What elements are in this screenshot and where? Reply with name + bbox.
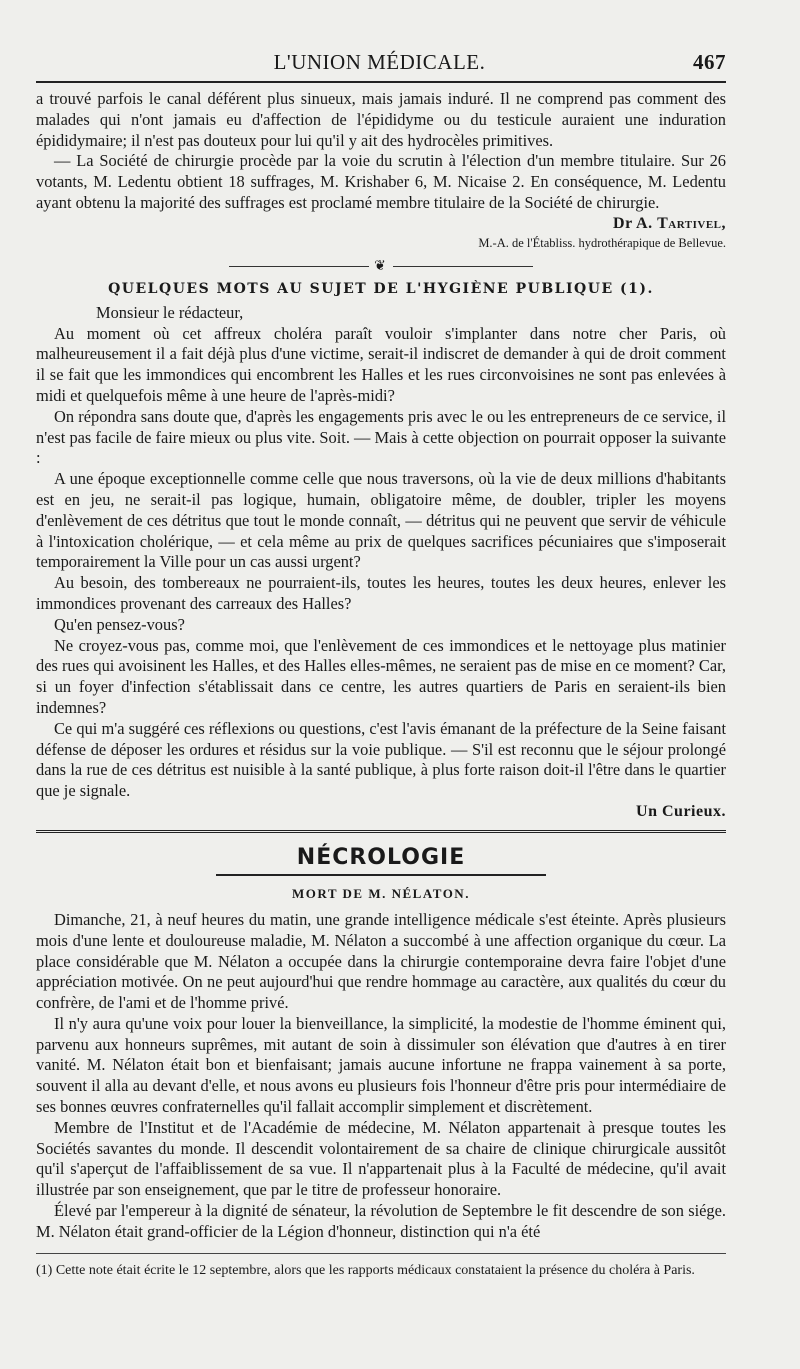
necrologie-paragraph: Il n'y aura qu'une voix pour louer la bienveillance, la simplicité, la modestie de l'homme éminent qui, parvenu aux honneurs suprêmes, mit autant de soin à dissimuler son élévation que d'autres à en tirer vanité. M. Nélaton était bon et bienfaisant; jamais aucune infortune ne frappa vainement à sa porte, souvent il alla au devant d'elle, et nous avons eu plusieurs fois l'honneur d'être pris pour intermédiaire de ses bonnes œuvres confraternelles qu'il fallait accomplir simplement et discrètement. xyxy=(36,1013,726,1117)
necrologie-rule xyxy=(216,874,546,876)
continued-paragraph: a trouvé parfois le canal déférent plus sinueux, mais jamais induré. Il ne comprend pas comment des malades qui n'ont jamais eu d'affection de l'épididyme ou du testicule auraient une induration épididymaire; il n'est pas douteux pour lui qu'il y ait des hydrocèles primitives. xyxy=(36,89,726,150)
hygiene-heading: QUELQUES MOTS AU SUJET DE L'HYGIÈNE PUBLIQUE (1). xyxy=(108,280,654,297)
hygiene-paragraph: Ce qui m'a suggéré ces réflexions ou questions, c'est l'avis émanant de la préfecture de la Seine faisant défense de déposer les ordures et résidus sur la voie publique. — S'il est reconnu que le séjour prolongé dans la rue de ces détritus est nuisible à la santé publique, à plus forte raison doit-il l'être dans le quartier que je signale. xyxy=(36,718,726,801)
necrologie-paragraph: Membre de l'Institut et de l'Académie de médecine, M. Nélaton appartenait à presque toutes les Sociétés savantes du monde. Il descendit volontairement de sa chaire de clinique chirurgicale aussitôt qu'il s'aperçut de l'affaiblissement de sa vue. Il n'appartenait plus à la Faculté de médecine, qu'il avait illustrée par son enseignement, que par le titre de professeur honoraire. xyxy=(36,1117,726,1200)
necrologie-paragraph: Élevé par l'empereur à la dignité de sénateur, la révolution de Septembre le fit descendre de son siége. M. Nélaton était grand-officier de la Légion d'honneur, distinction qui n'a été xyxy=(36,1201,726,1241)
hygiene-paragraph: Au besoin, des tombereaux ne pourraient-ils, toutes les heures, toutes les deux heures, enlever les immondices provenant des carreaux des Halles? xyxy=(36,573,726,613)
letter-greeting: Monsieur le rédacteur, xyxy=(96,302,244,322)
hygiene-paragraph: A une époque exceptionnelle comme celle que nous traversons, où la vie de deux millions d'habitants est en jeu, ne serait-il pas logique, humain, obligatoire même, de doubler, tripler les moyens d'enlèvement de ces détritus que tout le monde connaît, — détritus qui ne peuvent que servir de véhicule à l'intoxication cholérique, — et cela même au prix de quelques sacrifices pécuniaires que s'imposerait temporairement la Ville pour un cas aussi urgent? xyxy=(36,469,726,572)
societe-chirurgie-paragraph: — La Société de chirurgie procède par la voie du scrutin à l'élection d'un membre titulaire. Sur 26 votants, M. Ledentu obtient 18 suffrages, M. Krishaber 6, M. Nicaise 2. En conséquence, M. Ledentu ayant obtenu la majorité des suffrages est proclamé membre titulaire de la Société de chirurgie. xyxy=(36,151,726,212)
signature-tartivel xyxy=(36,214,726,234)
section-divider xyxy=(36,830,726,833)
footnote-rule xyxy=(36,1253,726,1254)
hygiene-paragraph: Au moment où cet affreux choléra paraît vouloir s'implanter dans notre cher Paris, où malheureusement il a fait déjà plus d'une victime, serait-il indiscret de demander à qui de droit comment il se fait que les immondices qui encombrent les Halles et les rues circonvoisines ne sont pas enlevées à midi et quelquefois même à une heure de l'après-midi? xyxy=(36,323,726,405)
ornament-divider: ❦ xyxy=(36,258,726,275)
signature-name: Tartivel, xyxy=(657,214,726,232)
hygiene-paragraph: On répondra sans doute que, d'après les engagements pris avec le ou les entrepreneurs de ce service, il n'est pas facile de faire mieux ou plus vite. Soit. — Mais à cette objection on pourrait opposer la suivante : xyxy=(36,406,726,468)
necrologie-heading: NÉCROLOGIE xyxy=(296,844,466,870)
signature-affiliation: M.-A. de l'Établiss. hydrothérapique de Bellevue. xyxy=(478,235,726,250)
footnote: (1) Cette note était écrite le 12 septembre, alors que les rapports médicaux constataient la présence du choléra à Paris. xyxy=(36,1262,695,1278)
necrologie-subheading: MORT DE M. NÉLATON. xyxy=(292,885,470,901)
hygiene-paragraph: Ne croyez-vous pas, comme moi, que l'enlèvement de ces immondices et le nettoyage plus matinier des rues qui avoisinent les Halles, et des Halles elles-mêmes, ne seraient pas de mise en ce moment? Car, si un foyer d'infection s'établissait dans ce centre, les autres quartiers de Paris en seraient-ils bien indemnes? xyxy=(36,635,726,717)
header-rule xyxy=(36,81,726,83)
signature-prefix: Dr A. xyxy=(613,214,658,232)
hygiene-paragraph: Qu'en pensez-vous? xyxy=(54,614,185,634)
necrologie-paragraph: Dimanche, 21, à neuf heures du matin, une grande intelligence médicale s'est éteinte. Après plusieurs mois d'une lente et douloureuse maladie, M. Nélaton a succombé à une affection organique du cœur. La place considérable que M. Nélaton a occupée dans la chirurgie contemporaine devra faire l'objet d'une appréciation motivée. On ne peut aujourd'hui que rendre hommage au caractère, aux qualités du cœur du confrère, de l'ami et de l'homme privé. xyxy=(36,909,726,1013)
page-number: 467 xyxy=(693,50,726,74)
signature-curieux: Un Curieux. xyxy=(636,802,726,820)
journal-title: L'UNION MÉDICALE. xyxy=(273,50,486,74)
page-header xyxy=(36,50,726,81)
